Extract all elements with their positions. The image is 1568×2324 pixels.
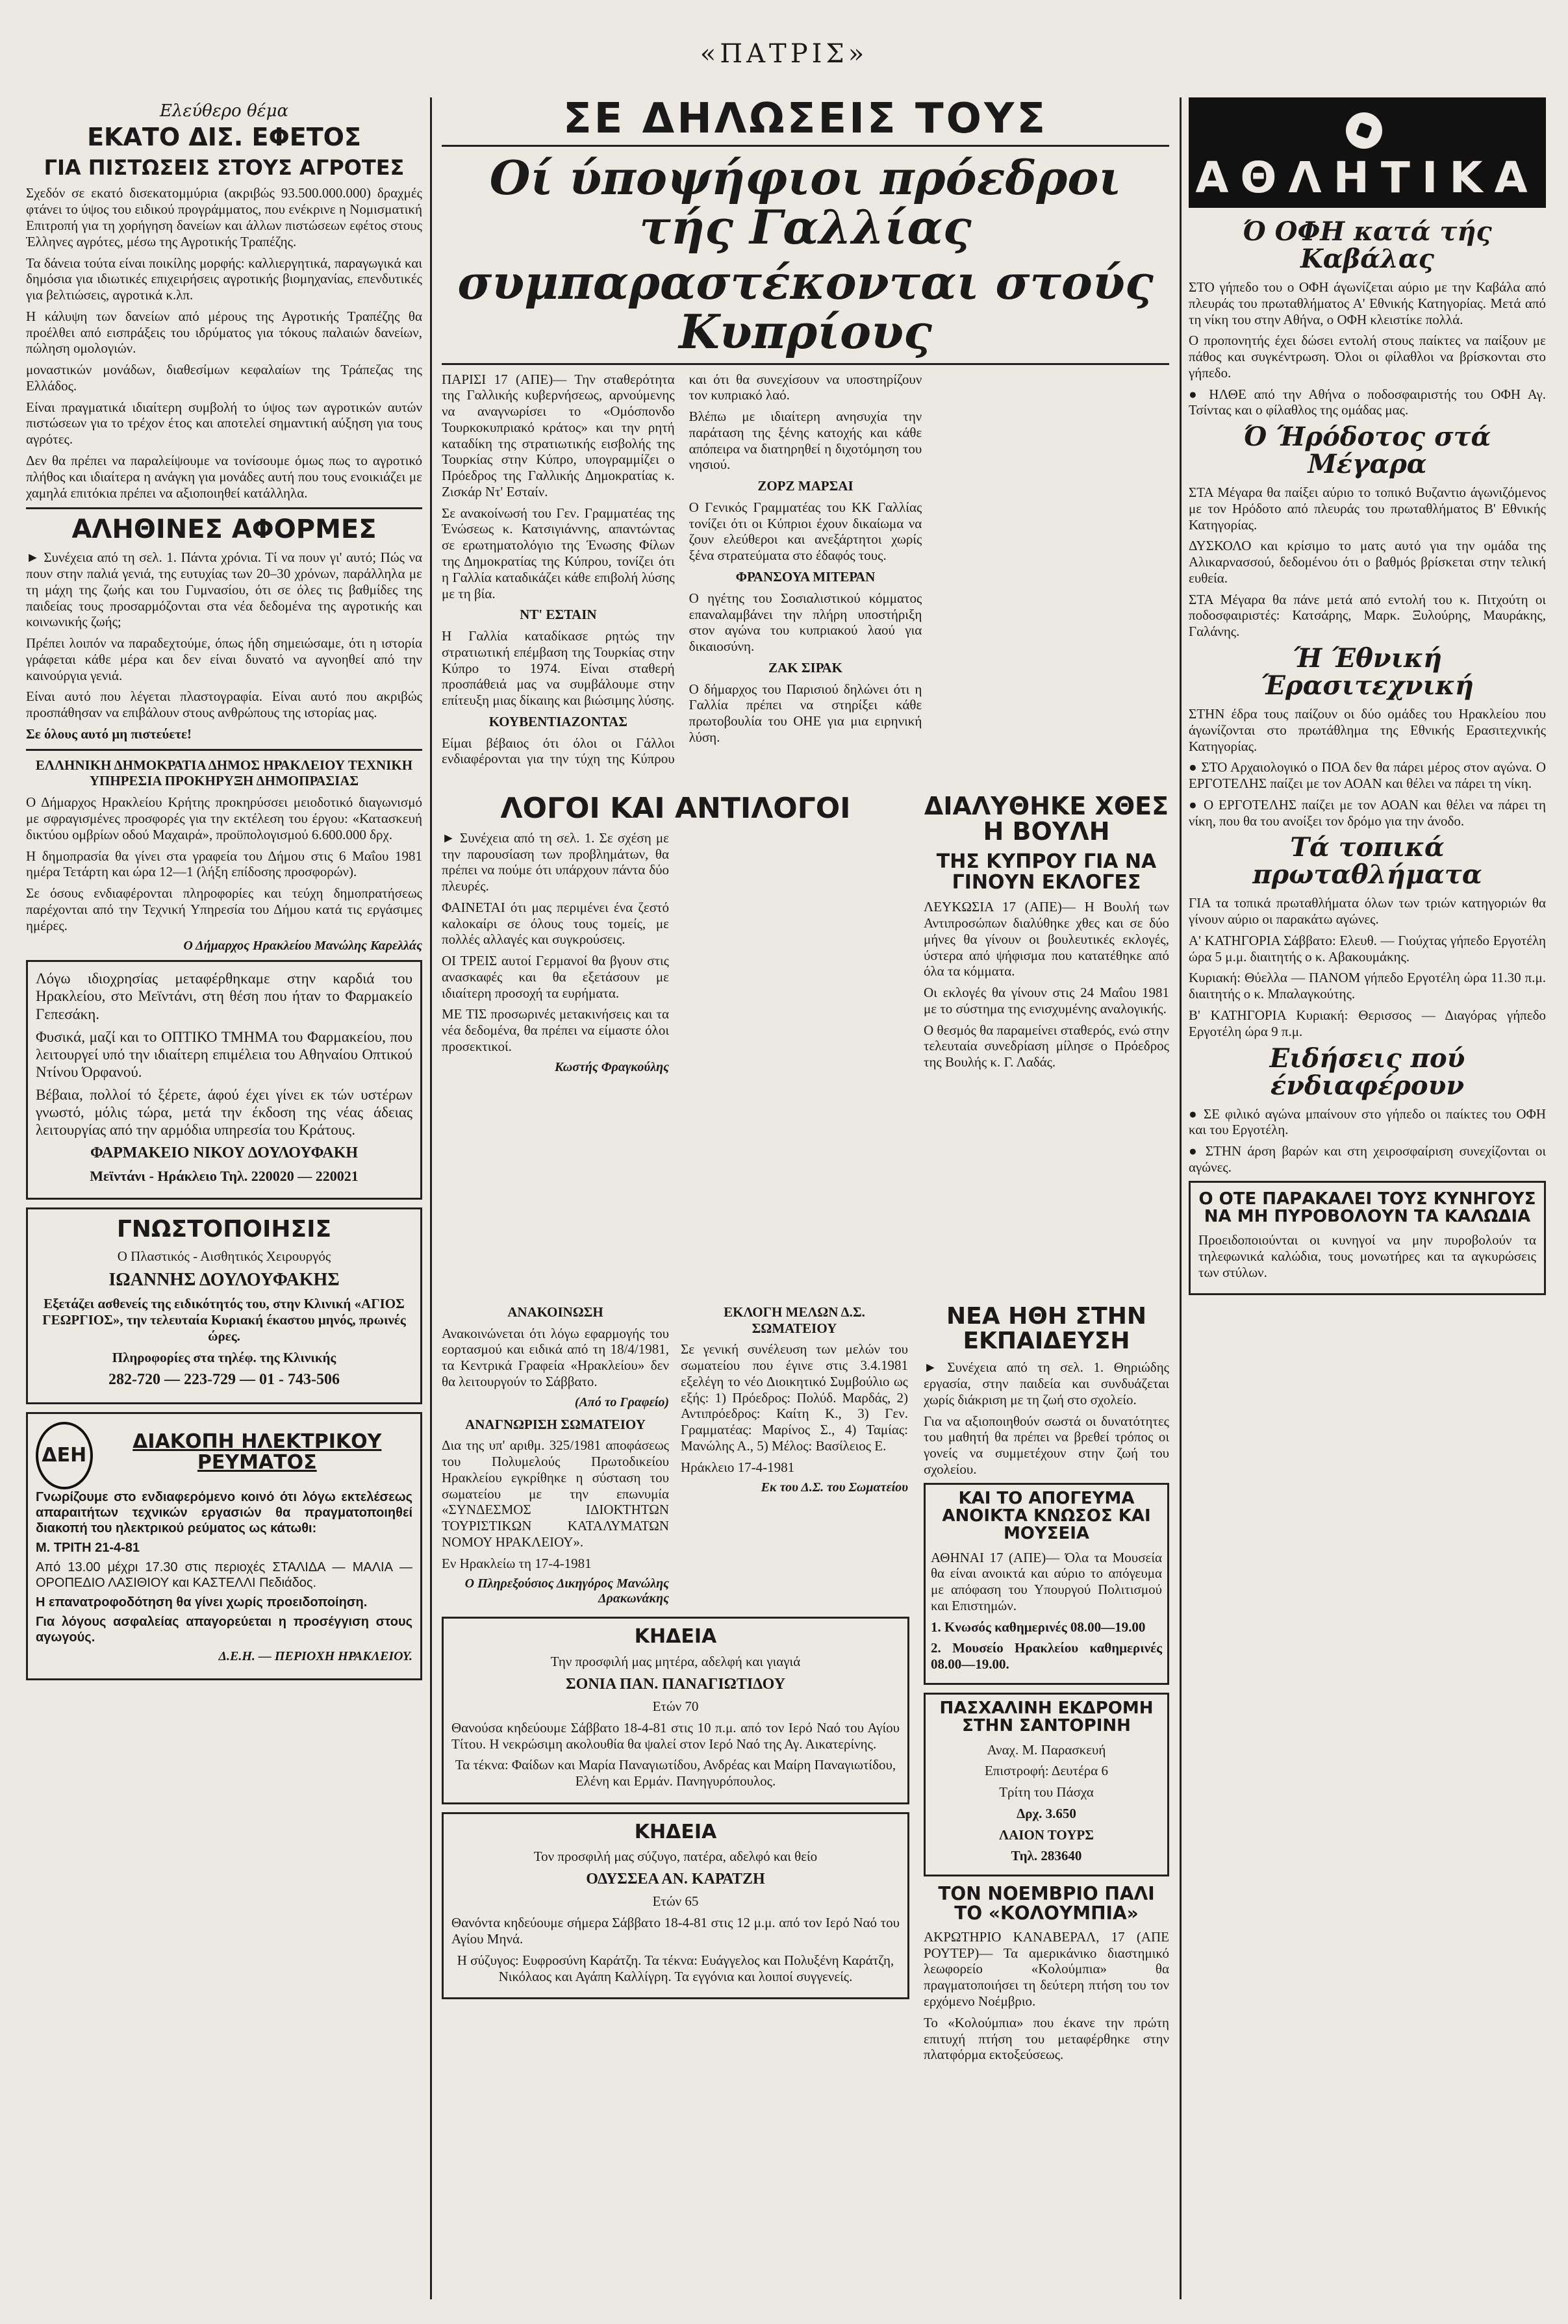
article-paragraph: ΟΙ ΤΡΕΙΣ αυτοί Γερμανοί θα βγουν στις ανασκαφές και θα εξετάσουν με ιδιαίτερη προσοχή τα ευρήματα. <box>442 953 669 1001</box>
ote-notice <box>1189 1181 1546 1296</box>
headline-agro: ΕΚΑΤΟ ΔΙΣ. ΕΦΕΤΟΣ <box>87 123 361 151</box>
masthead: «ΠΑΤΡΙΣ» <box>700 39 868 69</box>
surgeon-name: ΙΩΑΝΝΗΣ ΔΟΥΛΟΥΦΑΚΗΣ <box>108 1270 340 1291</box>
headline-news: Ειδήσεις πού ένδιαφέρουν <box>1269 1042 1465 1101</box>
funeral-name: ΣΟΝΙΑ ΠΑΝ. ΠΑΝΑΓΙΩΤΙΔΟΥ <box>565 1675 786 1693</box>
notice-title: ΕΛΛΗΝΙΚΗ ΔΗΜΟΚΡΑΤΙΑ ΔΗΜΟΣ ΗΡΑΚΛΕΙΟΥ ΤΕΧΝΙΚΗ ΥΠΗΡΕΣΙΑ ΠΡΟΚΗΡΥΞΗ ΔΗΜΟΠΡΑΣΙΑΣ <box>35 757 413 789</box>
notice-paragraph: Σε όσους ενδιαφέρονται πληροφορίες και τεύχη δημοπρατήσεως παρέχονται από την Τεχνική Υπηρεσία του Δήμου κατά τις εργάσιμες ημέρες. <box>26 885 422 933</box>
headline-local: Τά τοπικά πρωταθλήματα <box>1252 832 1482 890</box>
article-paragraph: μοναστικών μονάδων, διαθεσίμων κεφαλαίων της Τράπεζας της Ελλάδος. <box>26 362 422 394</box>
headline-cyprus-2: συμπαραστέκονται στούς Κυπρίους <box>442 258 1169 364</box>
funeral-age: Ετών 70 <box>652 1699 699 1715</box>
article-paragraph: Ο Γενικός Γραμματέας του ΚΚ Γαλλίας τονίζει ότι οι Κύπριοι έχουν δικαίωμα να ζουν ελεύθεροι και ανεξάρτητοι χωρίς ξένα στρατεύματα στο έδαφός τους. <box>689 499 922 564</box>
article-paragraph: ΑΚΡΩΤΗΡΙΟ ΚΑΝΑΒΕΡΑΛ, 17 (ΑΠΕ ΡΟΥΤΕΡ)— Τα αμερικάνικο διαστημικό λεωφορείο «Κολούμπια» θα πραγματοποιήσει τη δεύτερη πτήση του τον ερχόμενο Νοέμβριο. <box>924 1928 1169 2009</box>
article-subhead: ΦΡΑΝΣΟΥΑ ΜΙΤΕΡΑΝ <box>735 568 876 585</box>
lower-right-notices <box>924 1304 1169 2068</box>
trip-text: Αναχ. Μ. Παρασκευή <box>987 1741 1106 1758</box>
trip-price: Δρχ. 3.650 <box>1017 1805 1076 1821</box>
article-paragraph: Σε όλους αυτό μη πιστεύετε! <box>26 726 192 742</box>
museums-notice <box>924 1483 1169 1685</box>
pharmacy-text: Λόγω ιδιοχρησίας μεταφέρθηκαμε στην καρδιά του Ηρακλείου, στο Μεϊντάνι, στη θέση που ήταν το Φαρμακείο Γεπεσάκη. <box>36 970 412 1022</box>
headline-aformes: ΑΛΗΘΙΝΕΣ ΑΦΟΡΜΕΣ <box>71 514 377 545</box>
recognition-text: Δια της υπ' αριθμ. 325/1981 αποφάσεως του Πολυμελούς Πρωτοδικείου Ηρακλείου εγκρίθηκε η σύσταση του σωματείου με την επωνυμία «ΣΥΝΔΕΣΜΟΣ ΙΔΙΟΚΤΗΤΩΝ ΤΟΥΡΙΣΤΙΚΩΝ ΚΑΤΑΛΥΜΑΤΩΝ ΝΟΜΟΥ ΗΡΑΚΛΕΙΟΥ». <box>442 1437 669 1550</box>
article-paragraph: Σχεδόν σε εκατό δισεκατομμύρια (ακριβώς 93.500.000.000) δραχμές φτάνει το ύψος του ειδικού προγράμματος, που ενέκρινε η Νομισματική Επιτροπή για τη χορήγηση δανείων και άλλων πιστώσεων εφέτος στους Έλληνες αγρότες, μέσω της Αγροτικής Τραπέζης. <box>26 185 422 249</box>
surgeon-notice <box>26 1207 422 1404</box>
funeral-age: Ετών 65 <box>652 1893 699 1910</box>
headline-ofi: Ό ΟΦΗ κατά τής Καβάλας <box>1243 216 1492 274</box>
announcement-signature: (Από το Γραφείο) <box>574 1395 669 1409</box>
funeral-text: Τον προσφιλή μας σύζυγο, πατέρα, αδελφό και θείο <box>533 1849 818 1865</box>
article-paragraph: Ο δήμαρχος του Παρισιού δηλώνει ότι η Γαλλία πρέπει να στηρίξει κάθε πρωτοβουλία του ΟΗΕ για μια ειρηνική λύση. <box>689 681 922 745</box>
article-paragraph: Δεν θα πρέπει να παραλείψουμε να τονίσουμε όμως πως το αγροτικό πλήθος και ιδιαίτερα η ανάγκη για μονάδες αυτή που τους ενοικιάζει με χαμηλά επιτόκια πρέπει να αξιοποιηθεί κατάλληλα. <box>26 452 422 501</box>
election-date: Ηράκλειο 17-4-1981 <box>681 1459 795 1475</box>
power-outage-text: Από 13.00 μέχρι 17.30 στις περιοχές ΣΤΑΛΙΔΑ — ΜΑΛΙΑ — ΟΡΟΠΕΔΙΟ ΛΑΣΙΘΙΟΥ και ΚΑΣΤΕΛΛΙ Πεδιάδος. <box>36 1560 412 1590</box>
power-outage-notice <box>26 1412 422 1680</box>
pharmacy-ad <box>26 960 422 1199</box>
logoi-antilogoi-section <box>442 791 909 1298</box>
notice-paragraph: Ο Δήμαρχος Ηρακλείου Κρήτης προκηρύσσει μειοδοτικό διαγωνισμό με σφραγισμένες προσφορές για την εκτέλεση του έργου: «Κατασκευή δικτύου ομβρίων οδού Μαχαιρά», προϋπολογισμού 6.600.000 δρχ. <box>26 794 422 842</box>
recognition-title: ΑΝΑΓΝΩΡΙΣΗ ΣΩΜΑΤΕΙΟΥ <box>465 1416 646 1432</box>
headline-cyprus: Οί ύποψήφιοι πρόεδροι τής Γαλλίας <box>489 150 1122 255</box>
column-divider <box>430 97 432 2299</box>
surgeon-notice-title: ΓΝΩΣΤΟΠΟΙΗΣΙΣ <box>116 1215 332 1243</box>
pharmacy-name: ΦΑΡΜΑΚΕΙΟ ΝΙΚΟΥ ΔΟΥΛΟΥΦΑΚΗ <box>90 1144 359 1162</box>
ote-text: Προειδοποιούνται οι κυνηγοί να μην πυροβολούν τα τηλεφωνικά καλώδια, τους μονωτήρες και τα αγκυρώσεις των στύλων. <box>1198 1232 1536 1280</box>
trip-phone: Τηλ. 283640 <box>1011 1848 1082 1864</box>
article-paragraph: Βλέπω με ιδιαίτερη ανησυχία την παράταση της ξένης κατοχής και κάθε απόπειρα να διατηρηθεί η διχοτόμηση του νησιού. <box>689 409 922 473</box>
deh-logo: ΔΕΗ <box>36 1422 93 1489</box>
headline-columbia: ΤΟΝ ΝΟΕΜΒΡΙΟ ΠΑΛΙ ΤΟ «ΚΟΛΟΥΜΠΙΑ» <box>938 1883 1155 1924</box>
funeral-notice <box>442 1812 909 1999</box>
trip-agency: ΛΑΙΟΝ ΤΟΥΡΣ <box>999 1826 1094 1843</box>
surgeon-info: Πληροφορίες στα τηλέφ. της Κλινικής <box>112 1349 336 1365</box>
headline-vouli-sub: ΤΗΣ ΚΥΠΡΟΥ ΓΙΑ ΝΑ ΓΙΝΟΥΝ ΕΚΛΟΓΕΣ <box>936 850 1157 894</box>
article-paragraph: Είμαι βέβαιος ότι όλοι οι Γάλλοι ενδιαφέρονται για την τύχη της Κύπρου και ότι θα συνεχίσουν να υποστηρίζουν τον κυπριακό λαό. <box>442 371 922 767</box>
article-paragraph: Τα δάνεια τούτα είναι ποικίλης μορφής: καλλιεργητικά, παραγωγικά και δημόσια για ιδιωτικές επιχειρήσεις αγροτικής βιομηχανίας, επενδυτικές για βελτιώσεις, αγροτικά κ.λπ. <box>26 255 422 303</box>
article-paragraph: Οι εκλογές θα γίνουν στις 24 Μαΐου 1981 με το σύστημα της ενισχυμένης αναλογικής. <box>924 985 1169 1017</box>
column-divider <box>1180 97 1182 2299</box>
article-paragraph: ► Συνέχεια από τη σελ. 1. Θηριώδης εργασία, στην παιδεία και συνδυάζεται χωρίς διάκριση με τη ζωή στο σχολείο. <box>924 1359 1169 1408</box>
article-paragraph: Η κάλυψη των δανείων από μέρους της Αγροτικής Τραπέζης θα προέλθει από εισπράξεις του ιδρύματος για τόκους παλαιών δανείων, πώληση ομολογιών. <box>26 308 422 357</box>
recognition-date: Εν Ηρακλείω τη 17-4-1981 <box>442 1555 592 1571</box>
sports-banner-label: ΑΘΛΗΤΙΚΑ <box>1195 153 1539 203</box>
article-paragraph: Είναι πραγματικά ιδιαίτερη συμβολή το ύψος των αγροτικών αυτών πιστώσεων για το τρέχον έτος και αποτελεί σημαντική αύξηση για τους αγρότες. <box>26 399 422 448</box>
article-paragraph: ● ΗΛΘΕ από την Αθήνα ο ποδοσφαιριστής του ΟΦΗ Αγ. Τσίντας και ο φίλαθλος της ομάδας μας. <box>1189 386 1546 418</box>
article-paragraph: Ο ηγέτης του Σοσιαλιστικού κόμματος επαναλαμβάνει την πλήρη υποστήριξη στον αγώνα του κυπριακού λαού για δικαιοσύνη. <box>689 590 922 655</box>
funeral-text: Η σύζυγος: Ευφροσύνη Καράτζη. Τα τέκνα: Ευάγγελος και Πολυξένη Καράτζη, Νικόλαος και Αγάπη Καλλίγρη. Τα εγγόνια και λοιποί συγγενείς. <box>457 1952 894 1984</box>
funeral-notice <box>442 1617 909 1804</box>
trip-text: Επιστροφή: Δευτέρα 6 <box>984 1763 1109 1779</box>
funeral-title: ΚΗΔΕΙΑ <box>634 1625 717 1648</box>
sports-column <box>1189 97 1546 2299</box>
notice-signature: Ο Δήμαρχος Ηρακλείου Μανώλης Καρελλάς <box>183 939 422 954</box>
article-paragraph: ΣΤΑ Μέγαρα θα πάνε μετά από εντολή του κ. Πιτχούτη οι ποδοσφαιριστές: Κατσάρης, Μαρκ. Ξυλούρης, Μαυράκης, Γαλάνης. <box>1189 591 1546 640</box>
article-paragraph: ΓΙΑ τα τοπικά πρωταθλήματα όλων των τριών κατηγοριών θα γίνουν αύριο οι παρακάτω αγώνες. <box>1189 895 1546 928</box>
power-outage-text: Για λόγους ασφαλείας απαγορεύεται η προσέγγιση στους αγωγούς. <box>36 1614 412 1645</box>
article-paragraph: Το «Κολούμπια» που έκανε την πρώτη επιτυχή πτήση του μεταφέρθηκε στην πλατφόρμα εκτοξεύσεως. <box>924 2014 1169 2063</box>
article-subhead: ΝΤ' ΕΣΤΑΙΝ <box>520 607 597 623</box>
article-paragraph: Η Γαλλία καταδίκασε ρητώς την στρατιωτική επέμβαση της Τουρκίας στην Κύπρο το 1974. Είναι σταθερή προσπάθειά μας να συμβάλουμε στην επίτευξη μιας δίκαιης και βιώσιμης λύσης. <box>442 628 675 709</box>
announcement-title: ΑΝΑΚΟΙΝΩΣΗ <box>507 1304 603 1320</box>
article-paragraph: Ο θεσμός θα παραμείνει σταθερός, ενώ στην τελευταία συνεδρίαση μίλησε ο Πρόεδρος της Βουλής κ. Γ. Λαδάς. <box>924 1022 1169 1070</box>
election-text: Σε γενική συνέλευση των μελών του σωματείου που έγινε στις 3.4.1981 εξελέγη το νέο Διοικητικό Συμβούλιο ως εξής: 1) Πρόεδρος: Πολύδ. Μαρδάς, 2) Αντιπρόεδρος: Καίτη Κ., 3) Γεν. Γραμματέας: Μαρίνος Σ., 4) Ταμίας: Μανώλης Α., 5) Μέλος: Βασίλειος Ε. <box>681 1341 908 1454</box>
article-paragraph: ΣΤΟ γήπεδο του ο ΟΦΗ άγωνίζεται αύριο με την Καβάλα από πλευράς του πρωταθλήματος Α' Εθνικής Κατηγορίας. Μετά από τη νίκη του στην Αθήνα, ο ΟΦΗ κλειστίκε πολλά. <box>1189 279 1546 327</box>
article-subhead: ΖΑΚ ΣΙΡΑΚ <box>768 659 842 676</box>
headline-irodotos: Ό Ήρόδοτος στά Μέγαρα <box>1243 422 1491 480</box>
lower-left-notices <box>442 1304 909 2068</box>
trip-ad <box>924 1693 1169 1876</box>
ote-title: Ο ΟΤΕ ΠΑΡΑΚΑΛΕΙ ΤΟΥΣ ΚΥΝΗΓΟΥΣ ΝΑ ΜΗ ΠΥΡΟΒΟΛΟΥΝ ΤΑ ΚΑΛΩΔΙΑ <box>1198 1189 1536 1226</box>
museums-text: ΑΘΗΝΑΙ 17 (ΑΠΕ)— Όλα τα Μουσεία θα είναι ανοικτά και αύριο το απόγευμα με απόφαση του Υπουργού Πολιτισμού και Επιστημών. <box>931 1549 1162 1613</box>
headline-education: ΝΕΑ ΗΘΗ ΣΤΗΝ ΕΚΠΑΙΔΕΥΣΗ <box>946 1302 1146 1354</box>
surgeon-phone: 282-720 — 223-729 — 01 - 743-506 <box>108 1371 340 1389</box>
power-outage-signature: Δ.Ε.Η. — ΠΕΡΙΟΧΗ ΗΡΑΚΛΕΙΟΥ. <box>218 1648 412 1663</box>
article-paragraph: ΣΤΑ Μέγαρα θα παίξει αύριο το τοπικό Βυζαντιο άγωνιζόμενος με τον Ηρόδοτο από πλευράς του πρωταθλήματος Β' Εθνικής Κατηγορίας. <box>1189 485 1546 533</box>
kicker: Ελεύθερο θέμα <box>159 101 289 121</box>
article-paragraph: ● Ο ΕΡΓΟΤΕΛΗΣ παίζει με τον ΑΟΑΝ και θέλει να πάρει τη νίκη, που θα του ανοίξει τον δρόμο για την άνοδο. <box>1189 796 1546 829</box>
headline-vouli: ΔΙΑΛΥΘΗΚΕ ΧΘΕΣ Η ΒΟΥΛΗ <box>924 791 1169 846</box>
article-subhead: ΚΟΥΒΕΝΤΙΑΖΟΝΤΑΣ <box>488 713 627 729</box>
power-outage-text: Γνωρίζουμε στο ενδιαφερόμενο κοινό ότι λόγω εκτελέσεως απαραιτήτων τεχνικών εργασιών θα πραγματοποιηθεί διακοπή του ηλεκτρικού ρεύματος ως κάτωθι: <box>36 1489 412 1535</box>
article-paragraph: Είναι αυτό που λέγεται πλαστογραφία. Είναι αυτό που ακριβώς προσπάθησαν να επιβάλουν στους ανθρώπους της ιστορίας μας. <box>26 688 422 721</box>
sports-banner <box>1189 97 1546 208</box>
football-icon <box>1346 112 1382 149</box>
funeral-title: ΚΗΔΕΙΑ <box>634 1820 717 1843</box>
article-paragraph: ΔΥΣΚΟΛΟ και κρίσιμο το ματς αυτό για την ομάδα της Αλικαρνασσού, δεδομένου ότι ο βαθμός βρίσκεται στην τελική ευθεία. <box>1189 538 1546 586</box>
article-paragraph: ● ΣΕ φιλικό αγώνα μπαίνουν στο γήπεδο οι παίκτες του ΟΦΗ και του Εργοτέλη. <box>1189 1105 1546 1138</box>
headline-cyprus-kicker: ΣΕ ΔΗΛΩΣΕΙΣ ΤΟΥΣ <box>442 97 1169 147</box>
article-paragraph: ► Συνέχεια από τη σελ. 1. Πάντα χρόνια. Τί να πουν γι' αυτό; Πώς να πουν στην παλιά γενιά, της ευτυχίας των 20–30 χρόνων, παράλληλα με τη μάχη της ζωής και του Γυμνασίου, ότι σε όλες τις βαθμίδες της παιδείας τους προσαρμόζονται στα νέα δεδομένα της αγροτικής και κοινωνικής ζωής; <box>26 549 422 630</box>
article-signature: Κωστής Φραγκούλης <box>555 1059 669 1074</box>
trip-text: Τρίτη του Πάσχα <box>999 1784 1094 1800</box>
pharmacy-text: Βέβαια, πολλοί τό ξέρετε, άφού έχει γίνει εκ τών υστέρων γνωστό, μόλις τώρα, μετά την έκδοση της νέας άδειας λειτουργίας από την αρμόδια υπηρεσία του Κράτους. <box>36 1087 412 1139</box>
funeral-name: ΟΔΥΣΣΕΑ ΑΝ. ΚΑΡΑΤΖΗ <box>586 1871 765 1888</box>
surgeon-subtitle: Ο Πλαστικός - Αισθητικός Χειρουργός <box>117 1248 331 1264</box>
divider <box>26 749 422 751</box>
trip-title: ΠΑΣΧΑΛΙΝΗ ΕΚΔΡΟΜΗ ΣΤΗΝ ΣΑΝΤΟΡΙΝΗ <box>939 1698 1154 1736</box>
article-paragraph: ΣΤΗΝ έδρα τους παίζουν οι δύο ομάδες του Ηρακλείου που άγωνίζονται στο πρωτάθλημα της Εθνικής Ερασιτεχνικής Κατηγορίας. <box>1189 706 1546 754</box>
museums-hours: 2. Μουσείο Ηρακλείου καθημερινές 08.00—19.00. <box>931 1640 1162 1673</box>
cyprus-article <box>442 372 1169 794</box>
article-paragraph: Β' ΚΑΤΗΓΟΡΙΑ Κυριακή: Θερισσος — Διαγόρας γήπεδο Εργοτέλη ώρα 9 π.μ. <box>1189 1007 1546 1039</box>
article-paragraph: Για να αξιοποιηθούν σωστά οι δυνατότητες του μαθητή θα πρέπει να βρεθεί τρόπος οι γονείς να συμμετέχουν στην ζωή του σχολείου. <box>924 1413 1169 1477</box>
vouli-section <box>924 791 1169 1298</box>
divider <box>26 507 422 509</box>
notice-paragraph: Η δημοπρασία θα γίνει στα γραφεία του Δήμου στις 6 Μαΐου 1981 ημέρα Τετάρτη και ώρα 12—1 (λήξη επίδοσης προσφορών). <box>26 848 422 880</box>
article-paragraph: ΛΕΥΚΩΣΙΑ 17 (ΑΠΕ)— Η Βουλή των Αντιπροσώπων διαλύθηκε χθες και σε δύο μήνες θα γίνουν οι βουλευτικές εκλογές, ύστερα από ψήφισμα που κατατέθηκε από όλα τα κόμματα. <box>924 899 1169 979</box>
article-paragraph: Κυριακή: Θύελλα — ΠΑΝΟΜ γήπεδο Εργοτέλη ώρα 11.30 π.μ. διαιτητής ο κ. Μπαλαγκούτης. <box>1189 970 1546 1002</box>
left-column <box>26 97 422 2299</box>
article-paragraph: ΦΑΙΝΕΤΑΙ ότι μας περιμένει ένα ζεστό καλοκαίρι σε όλους τους τομείς, με πολλές αλλαγές και συγκρούσεις. <box>442 899 669 948</box>
headline-logoi: ΛΟΓΟΙ ΚΑΙ ΑΝΤΙΛΟΓΟΙ <box>500 791 851 825</box>
article-paragraph: Σε ανακοίνωσή του Γεν. Γραμματέας της Ένώσεως κ. Κατσιγιάννης, απαντώντας σε ερωτηματολόγιο της Ένωσης Φίλων της Δημοκρατίας της Κύπρου, τονίζει ότι η Γαλλία καταδικάζει κάθε επιβολή λύσης με τη βία. <box>442 505 675 601</box>
museums-hours: 1. Κνωσός καθημερινές 08.00—19.00 <box>931 1619 1146 1635</box>
article-subhead: ΖΟΡΖ ΜΑΡΣΑΙ <box>757 478 854 494</box>
article-paragraph: ΠΑΡΙΣΙ 17 (ΑΠΕ)— Την σταθερότητα της Γαλλικής κυβερνήσεως, αρνούμενης να αναγνωρίσει το «Ομόσπονδο Τουρκοκυπριακό κράτος» και την ρητή καταδίκη της στρατιωτικής εισβολής της Τουρκίας στην Κύπρο, υπογραμμίζει ο Πρόεδρος της Γαλλικής Δημοκρατίας κ. Ζισκάρ Ντ' Εσταίν. <box>442 371 675 499</box>
power-outage-title: ΔΙΑΚΟΠΗ ΗΛΕΚΤΡΙΚΟΥ ΡΕΥΜΑΤΟΣ <box>133 1430 382 1474</box>
recognition-signature: Ο Πληρεξούσιος Δικηγόρος Μανώλης Δρακωνάκης <box>464 1576 669 1606</box>
funeral-text: Θανούσα κηδεύουμε Σάββατο 18-4-81 στις 10 π.μ. από τον Ιερό Ναό του Αγίου Τίτου. Η νεκρώσιμη ακολουθία θα ψαλεί στον Ιερό Ναό της Αγ. Αικατερίνης. <box>451 1719 900 1752</box>
article-paragraph: Α' ΚΑΤΗΓΟΡΙΑ Σάββατο: Ελευθ. — Γιούχτας γήπεδο Εργοτέλη ώρα 5 μ.μ. διαιτητής ο κ. Αβακουμάκης. <box>1189 932 1546 965</box>
article-paragraph: Ο προπονητής έχει δώσει εντολή στους παίκτες να παίξουν με πάθος και συγκέντρωση. Όλοι οι φίλαθλοι να βρίσκονται στο γήπεδο. <box>1189 333 1546 381</box>
article-paragraph: ● ΣΤΗΝ άρση βαρών και στη χειροσφαίριση συνεχίζονται οι αγώνες. <box>1189 1143 1546 1175</box>
museums-title: ΚΑΙ ΤΟ ΑΠΟΓΕΥΜΑ ΑΝΟΙΚΤΑ ΚΝΩΣΟΣ ΚΑΙ ΜΟΥΣΕΙΑ <box>942 1488 1151 1544</box>
election-title: ΕΚΛΟΓΗ ΜΕΛΩΝ Δ.Σ. ΣΩΜΑΤΕΙΟΥ <box>724 1304 865 1336</box>
power-outage-date: Μ. ΤΡΙΤΗ 21-4-81 <box>36 1540 140 1555</box>
center-column <box>442 97 1169 2299</box>
funeral-text: Θανόντα κηδεύουμε σήμερα Σάββατο 18-4-81 στις 12 μ.μ. από τον Ιερό Ναό του Αγίου Μηνά. <box>451 1915 900 1947</box>
surgeon-text: Εξετάζει ασθενείς της ειδικότητός του, στην Κλινική «ΑΓΙΟΣ ΓΕΩΡΓΙΟΣ», την τελευταία Κυριακή έκαστου μηνός, πρωινές ώρες. <box>42 1296 406 1344</box>
power-outage-text: Η επανατροφοδότηση θα γίνει χωρίς προειδοποίηση. <box>36 1595 368 1610</box>
article-paragraph: ● ΣΤΟ Αρχαιολογικό ο ΠΟΑ δεν θα πάρει μέρος στον αγώνα. Ο ΕΡΓΟΤΕΛΗΣ παίζει με τον ΑΟΑΝ και θέλει να πάρει τη νίκη. <box>1189 759 1546 792</box>
funeral-text: Τα τέκνα: Φαίδων και Μαρία Παναγιωτίδου, Ανδρέας και Μαίρη Παναγιωτίδου, Ελένη και Ερμάν. Πανηγυρόπουλος. <box>455 1757 896 1789</box>
funeral-text: Την προσφιλή μας μητέρα, αδελφή και γιαγιά <box>550 1653 801 1669</box>
election-signature: Εκ του Δ.Σ. του Σωματείου <box>761 1480 908 1495</box>
headline-agro-sub: ΓΙΑ ΠΙΣΤΩΣΕΙΣ ΣΤΟΥΣ ΑΓΡΟΤΕΣ <box>44 155 405 180</box>
article-paragraph: Πρέπει λοιπόν να παραδεχτούμε, όπως ήδη σημειώσαμε, ότι η ιστορία γράφεται κάθε μέρα και δεν είναι δυνατό να αγνοηθεί από την καινούργια γενιά. <box>26 635 422 683</box>
article-paragraph: ΜΕ ΤΙΣ προσωρινές μετακινήσεις και τα νέα δεδομένα, θα πρέπει να είμαστε όλοι προσεκτικοί. <box>442 1006 669 1054</box>
announcement-text: Ανακοινώνεται ότι λόγω εφαρμογής του εορτασμού και ειδικά από τη 18/4/1981, τα Κεντρικά Γραφεία «Ηρακλείου» δεν θα λειτουργούν το Σάββατο. <box>442 1325 669 1389</box>
article-paragraph: ► Συνέχεια από τη σελ. 1. Σε σχέση με την παρουσίαση των προβλημάτων, θα πρέπει να πούμε ότι υπάρχουν πάντα δύο πλευρές. <box>442 829 669 894</box>
pharmacy-text: Φυσικά, μαζί και το ΟΠΤΙΚΟ ΤΜΗΜΑ του Φαρμακείου, που λειτουργεί υπό την ιδιαίτερη επιμέλεια του Αθηναίου Οπτικού Ντίνου Όρφανού. <box>36 1028 412 1080</box>
pharmacy-address: Μεϊντάνι - Ηράκλειο Τηλ. 220020 — 220021 <box>90 1167 359 1184</box>
headline-amateur: Ή Έθνική Έρασιτεχνική <box>1261 643 1474 701</box>
